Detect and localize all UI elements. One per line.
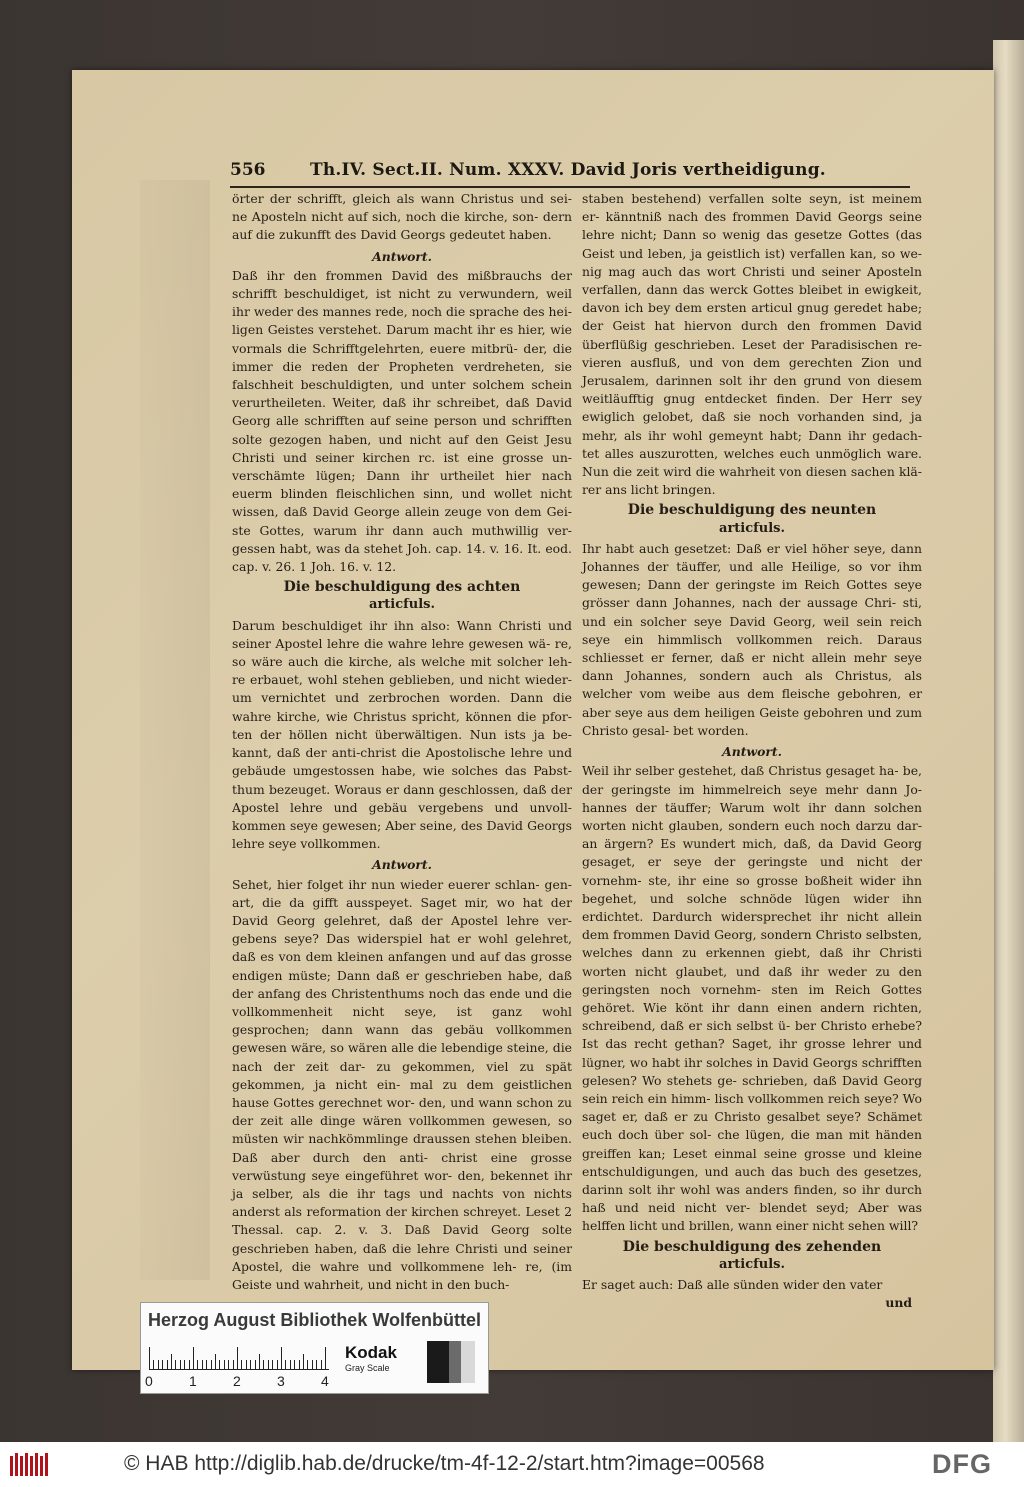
section-heading: Die beschuldigung des zehenden: [622, 1238, 882, 1255]
ruler-tick: [162, 1360, 163, 1369]
ruler-tick: [246, 1360, 247, 1369]
ruler-tick: [215, 1354, 216, 1369]
page-number: 556: [230, 160, 266, 180]
gray-swatch-dark: [427, 1341, 449, 1383]
section-heading: Die beschuldigung des neunten: [627, 502, 877, 519]
section-heading-line2: articfuls.: [369, 597, 435, 613]
viewer-footer: [0, 1442, 1024, 1487]
ruler-tick: [237, 1347, 238, 1369]
ruler-tick: [180, 1360, 181, 1369]
answer-heading: Antwort.: [372, 248, 432, 264]
ruler-tick: [325, 1347, 326, 1369]
ruler-tick: [197, 1360, 198, 1369]
text-paragraph: Darum beschuldiget ihr ihn also: Wann Christi und seiner Apostel lehre die wahre lehre gewesen wä- re, so wäre auch die kirche, als welche mit solcher leh- re erbauet, wohl stehen geblieben, und nicht wieder- um vernichtet und zerbrochen worden. Dann die wahre kirche, wie Christus spricht, können die pfor- ten der höllen nicht überwältigen. Nun ists ja be- kannt, daß der anti-christ die Apostolische lehre und gebäude umgestossen habe, wie solches das Pabst- thum bezeuget. Woraus er dann geschlossen, daß der Apostel lehre und gebäu vergebens und unvoll- kommen seye gewesen; Aber seine, des David Georgs lehre seye vollkommen.: [232, 617, 572, 852]
ruler-tick: [167, 1360, 168, 1369]
ruler-tick: [316, 1360, 317, 1369]
ruler-tick: [149, 1347, 150, 1369]
footer-copyright-link[interactable]: © HAB http://diglib.hab.de/drucke/tm-4f-12-2/start.htm?image=00568: [124, 1452, 765, 1475]
ruler-tick: [241, 1360, 242, 1369]
section-heading-line2: articfuls.: [719, 1256, 785, 1272]
answer-heading: Antwort.: [372, 857, 432, 873]
section-heading-line2: articfuls.: [719, 520, 785, 536]
ruler-tick: [206, 1360, 207, 1369]
ruler-tick: [219, 1360, 220, 1369]
ruler-tick: [321, 1360, 322, 1369]
ruler-number: 0: [145, 1373, 153, 1389]
ruler-tick: [259, 1354, 260, 1369]
catchword: und: [885, 1295, 912, 1311]
ruler-tick: [193, 1347, 194, 1369]
ruler-tick: [224, 1360, 225, 1369]
running-title: Th.IV. Sect.II. Num. XXXV. David Joris vertheidigung.: [310, 160, 826, 180]
text-paragraph: örter der schrifft, gleich als wann Christus und sei- ne Aposteln nicht auf sich, noch die kirche, son- dern auf die zukunfft des David Georgs gedeutet haben.: [232, 191, 572, 243]
color-calibration-card: [140, 1302, 489, 1394]
text-paragraph: Sehet, hier folget ihr nun wieder euerer schlan- gen-art, die da gifft ausspeyet. Saget mir, wo hat der David Georg gelehret, daß der Apostel lehre ver- gebens seye? Das widerspiel hat er wohl gelehret, daß es von dem kleinen anfangen und auf das grosse endigen müste; Dann daß er geschrieben habe, daß der anfang des Christenthums noch das ende und die vollkommenheit nicht seye, ist ganz wohl gesprochen; dann wann das gebäu vollkommen gewesen wäre, so wären alle die lebendige steine, die nach der zeit dar- zu gekommen, viel zu spät gekommen, ja nicht ein- mal zu dem geistlichen hause Gottes gerechnet wor- den, und wann schon zu der zeit alle dinge wären vollkommen gewesen, so müsten wir nachkömmlinge draussen stehen bleiben. Daß aber durch den anti- christ eine grosse verwüstung seye eingeführet wor- den, bekennet ihr ja selber, als die ihr tags und nachts von nichts anderst als reformation der kirchen schreyet. Leset 2 Thessal. cap. 2. v. 3. Daß David Georg solte geschrieben haben, daß die lehre Christi und seiner Apostel, die wahre und vollkommene leh- re, (im Geiste und wahrheit, und nicht in den buch-: [232, 876, 572, 1292]
card-ruler: [149, 1343, 329, 1370]
ruler-tick: [184, 1360, 185, 1369]
text-paragraph: Daß ihr den frommen David des mißbrauchs der schrifft beschuldiget, ist nicht zu verwundern, weil ihr weder des mannes rede, noch die sprache des hei- ligen Geistes verstehet. Darum macht ihr es hier, wie vormals die Schrifftgelehrten, euere mitbrü- der, die immer die reden der Propheten verdreheten, sie falschheit beschuldigten, und unter solchem schein verurtheileten. Weiter, daß ihr schreibet, daß David Georg alle schrifften auf seine person und schrifften solte gezogen haben, und nicht auf den Geist Jesu Christi und seiner kirchen rc. ist eine grosse un- verschämte lügen; Dann ihr urtheilet hier nach euerm blinden fleischlichen sinn, und wollet nicht wissen, daß David George allein zeuge von dem Gei- ste Gottes, warum ihr dann auch muthwillig ver- gessen habt, was da stehet Joh. cap. 14. v. 16. It. eod. cap. v. 26. 1 Joh. 16. v. 12.: [232, 267, 572, 575]
gray-swatch-light: [461, 1341, 475, 1383]
card-title: Herzog August Bibliothek Wolfenbüttel: [148, 1310, 481, 1330]
ruler-tick: [233, 1360, 234, 1369]
ruler-tick: [211, 1360, 212, 1369]
ruler-tick: [299, 1360, 300, 1369]
hab-logo-icon[interactable]: [8, 1450, 50, 1480]
answer-heading: Antwort.: [722, 744, 782, 760]
ruler-tick: [285, 1360, 286, 1369]
ruler-tick: [171, 1354, 172, 1369]
ruler-tick: [281, 1347, 282, 1369]
ruler-tick: [290, 1360, 291, 1369]
ruler-numbers: [141, 1373, 341, 1389]
ruler-tick: [307, 1360, 308, 1369]
ruler-tick: [294, 1360, 295, 1369]
ruler-tick: [228, 1360, 229, 1369]
ruler-number: 1: [189, 1373, 197, 1389]
ruler-number: 3: [277, 1373, 285, 1389]
gray-scale-label: Gray Scale: [345, 1363, 390, 1373]
ruler-tick: [277, 1360, 278, 1369]
ruler-tick: [202, 1360, 203, 1369]
ruler-number: 4: [321, 1373, 329, 1389]
kodak-brand: Kodak: [345, 1343, 397, 1362]
page-edge-strip: [993, 40, 1024, 1442]
page-gutter-shadow: [140, 180, 210, 1280]
header-rule: [230, 186, 910, 188]
right-text-column: [582, 190, 922, 1312]
ruler-tick: [158, 1360, 159, 1369]
ruler-tick: [153, 1360, 154, 1369]
ruler-tick: [272, 1360, 273, 1369]
ruler-tick: [268, 1360, 269, 1369]
text-paragraph: staben bestehend) verfallen solte seyn, ist meinem er- känntniß nach des frommen David Georgs seine lehre nicht; Dann so wenig das gesetze Gottes (das Geist und leben, ja geistlich ist) verfallen kan, so we- nig mag auch das wort Christi und seiner Aposteln verfallen, dann das werck Gottes bleibet in ewigkeit, davon ich bey dem ersten articul gnug geredet habe; der Geist hat hiervon durch den frommen David überflüßig geschrieben. Leset der Paradisischen re- vieren ausfluß, und von dem gerechten Zion und Jerusalem, darinnen solt ihr den grund von diesem weitläufftig gnug entdecket finden. Der Herr sey ewiglich gelobet, daß sie noch vorhanden sind, ja mehr, als ihr wohl gemeynt habt; Dann ihr gedach- tet alles auszurotten, welches euch unmöglich ware. Nun die zeit wird die wahrheit von diesen sachen klä- rer ans licht bringen.: [582, 191, 922, 498]
text-paragraph: Ihr habt auch gesetzet: Daß er viel höher seye, dann Johannes der täuffer, und alle Heilige, so vor ihm gewesen; Dann der geringste im Reich Gottes seye grösser dann Johannes, nach der aussage Chri- sti, und ein solcher seye David Georg, weil sein reich seye ein himmlisch vollkommen reich. Daraus schliesset er ferner, daß er nicht allein mehr seye dann Johannes, sondern auch als Christus, als welcher vom weibe aus dem fleische gebohren, er aber seye aus dem heiligen Geiste gebohren und zum Christo gesal- bet worden.: [582, 540, 922, 738]
ruler-tick: [255, 1360, 256, 1369]
ruler-tick: [189, 1360, 190, 1369]
ruler-tick: [250, 1360, 251, 1369]
ruler-tick: [175, 1360, 176, 1369]
left-text-column: [232, 190, 572, 1294]
ruler-tick: [312, 1360, 313, 1369]
ruler-tick: [303, 1354, 304, 1369]
text-paragraph: Weil ihr selber gestehet, daß Christus gesaget ha- be, der geringste im himmelreich seye mehr dann Jo- hannes der täuffer; Warum wolt ihr dann solchen worten nicht glauben, sondern euch noch darzu dar- an ärgern? Es wundert mich, daß, da David Georg gesaget, er seye der geringste und nicht der vornehm- ste, ihr eine so grosse boßheit wider ihn begehet, und solche schnöde lügen wider ihn erdichtet. Dardurch widersprechet ihr nicht allein dem frommen David Georg, sondern Christo selbsten, welches dann zu erkennen giebt, daß ihr Christi worten nicht glaubet, und daß ihr weder zu den geringsten noch vornehm- sten im Reich Gottes gehöret. Wie könt ihr dann einen andern richten, schreibend, daß er sich selbst ü- ber Christo erhebe? Ist das recht gethan? Saget, ihr grosse lehrer und lügner, wo habt ihr solches in David Georgs schrifften gelesen? Wo stehets ge- schrieben, daß David Georg sein reich ein himm- lisch vollkommen reich seye? Wo saget er, daß er zu Christo gesalbet seye? Schämet euch doch über sol- che lügen, die man mit händen greiffen kan; Leset einmal seine grosse und kleine entschuldigungen, und auch das buch des gesetzes, darinn solt ihr wohl was anders finden, so ihr durch haß und neid nicht ver- blendet seyd; Aber was helffen licht und brillen, wann einer nicht sehen will?: [582, 763, 922, 1234]
ruler-number: 2: [233, 1373, 241, 1389]
gray-swatch-mid: [449, 1341, 461, 1383]
ruler-tick: [263, 1360, 264, 1369]
section-heading: Die beschuldigung des achten: [283, 579, 521, 596]
text-paragraph: Er saget auch: Daß alle sünden wider den vater: [582, 1276, 883, 1292]
dfg-logo[interactable]: DFG: [932, 1449, 992, 1479]
